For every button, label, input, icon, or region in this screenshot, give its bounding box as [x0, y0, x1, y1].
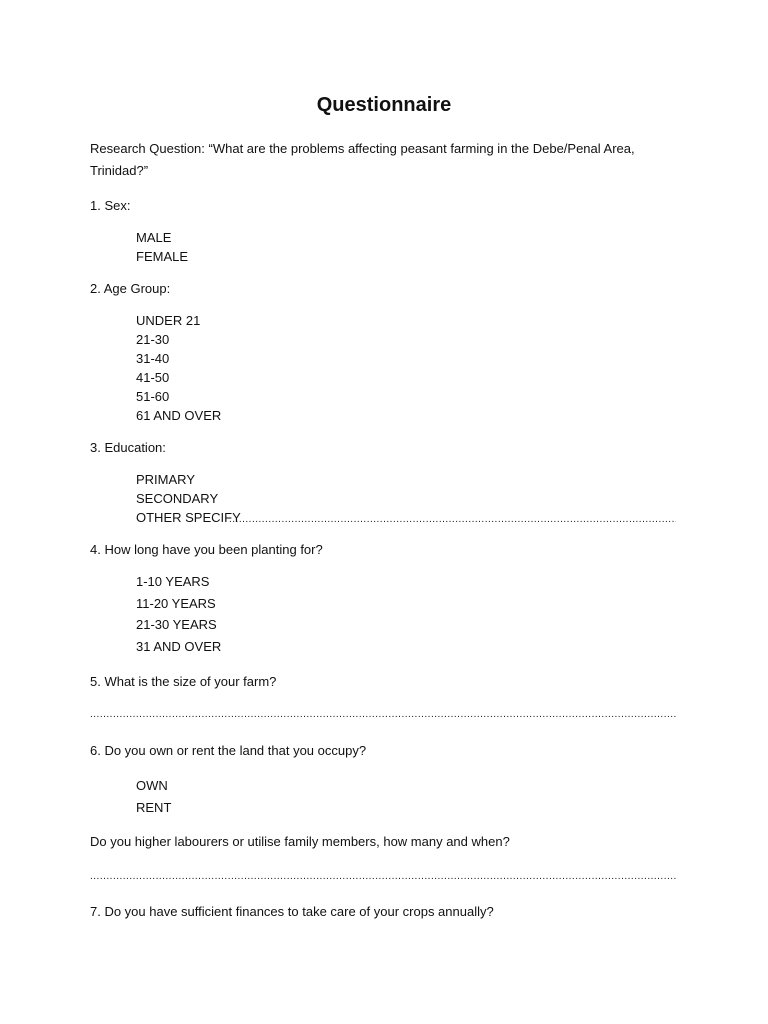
q5-label: 5. What is the size of your farm?: [90, 674, 277, 689]
q6-label: 6. Do you own or rent the land that you occupy?: [90, 743, 367, 758]
q4-option-11-20-years: 11-20 YEARS: [136, 596, 216, 611]
research-question-line1: Research Question: “What are the problems affecting peasant farming in the Debe/Penal Area,: [90, 141, 635, 156]
q2-option-51-60: 51-60: [136, 389, 170, 404]
q1-option-female: FEMALE: [136, 249, 189, 264]
q7-label: 7. Do you have sufficient finances to take care of your crops annually?: [90, 904, 494, 919]
q2-option-41-50: 41-50: [136, 370, 170, 385]
q2-option-21-30: 21-30: [136, 332, 170, 347]
page-title: Questionnaire: [316, 94, 452, 116]
q4-option-21-30-years: 21-30 YEARS: [136, 617, 217, 632]
q2-option-61-and-over: 61 AND OVER: [136, 408, 222, 423]
q3-option-other-specify: OTHER SPECIFY: [136, 510, 241, 525]
q3-option-primary: PRIMARY: [136, 472, 195, 487]
q3-label: 3. Education:: [90, 440, 166, 455]
q6-option-rent: RENT: [136, 800, 172, 815]
q3-option-secondary: SECONDARY: [136, 491, 219, 506]
q4-label: 4. How long have you been planting for?: [90, 542, 323, 557]
q2-option-31-40: 31-40: [136, 351, 170, 366]
q4-option-31-and-over: 31 AND OVER: [136, 639, 222, 654]
q1-label: 1. Sex:: [90, 198, 131, 213]
q4-option-1-10-years: 1-10 YEARS: [136, 574, 210, 589]
q3-other-specify-answer-line[interactable]: [229, 518, 676, 524]
research-question-line2: Trinidad?”: [90, 163, 149, 178]
q6-option-own: OWN: [136, 778, 168, 793]
q6b-answer-line[interactable]: [90, 875, 676, 881]
q6b-label: Do you higher labourers or utilise family members, how many and when?: [90, 834, 510, 849]
q5-answer-line[interactable]: [90, 713, 676, 719]
q2-label: 2. Age Group:: [90, 281, 171, 296]
q2-option-under-21: UNDER 21: [136, 313, 201, 328]
q1-option-male: MALE: [136, 230, 172, 245]
